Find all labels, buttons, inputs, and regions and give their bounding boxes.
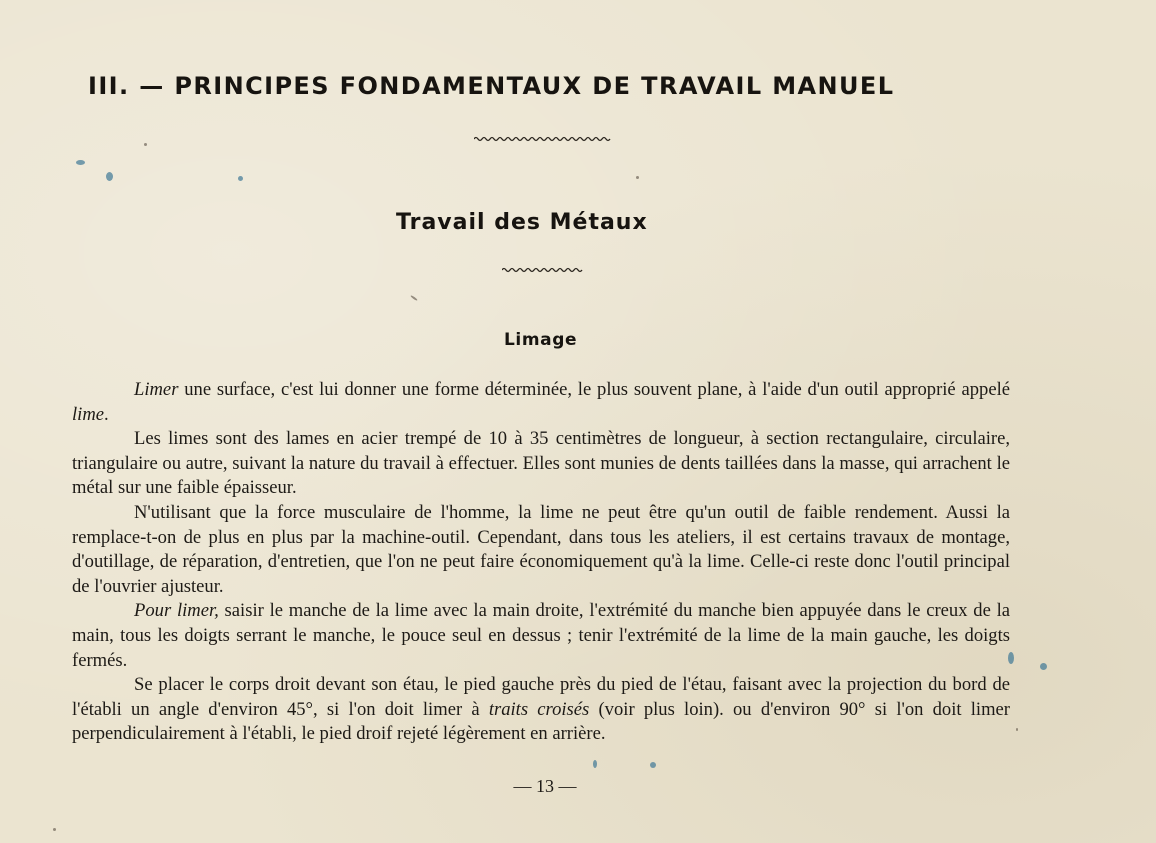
body-text <box>72 378 1010 747</box>
ink-spot <box>1040 663 1047 670</box>
speck <box>53 828 56 831</box>
speck <box>1016 728 1018 731</box>
paragraph-text: . <box>104 403 109 425</box>
italic-term: lime <box>72 403 105 425</box>
paragraph <box>72 378 1010 427</box>
section-title: Travail des Métaux <box>396 210 648 235</box>
page-number: — 13 — <box>513 776 577 796</box>
italic-term: traits croisés <box>488 698 590 720</box>
ink-spot <box>650 762 656 768</box>
decorative-rule <box>502 266 584 274</box>
paragraph-text: saisir le manche de la lime avec la main droite, l'extrémité du manche bien appuyée dans le creux de la main, tous les doigts serrant le manche, le pouce seul en dessus ; tenir l'extrémité de la lime de la main gauche, les doigts fermés. <box>72 600 1011 671</box>
ink-spot <box>106 172 113 181</box>
ink-spot <box>593 760 597 768</box>
speck <box>144 143 147 146</box>
paragraph-text: (voir plus loin). ou d'environ 90° si l'on doit limer perpendiculairement à l'établi, le pied droif rejeté légèrement en arrière. <box>72 698 1011 745</box>
ink-spot <box>1008 652 1014 664</box>
paragraph: Les limes sont des lames en acier trempé de 10 à 35 centimètres de longueur, à section rectangulaire, circulaire, triangulaire ou autre, suivant la nature du travail à effectuer. Elles sont munies de dents taillées dans la masse, qui arrachent le métal sur une faible épaisseur. <box>72 428 1010 499</box>
paragraph: N'utilisant que la force musculaire de l'homme, la lime ne peut être qu'un outil de faible rendement. Aussi la remplace-t-on de plus en plus par la machine-outil. Cependant, dans tous les ateliers, il est certains travaux de montage, d'outillage, de réparation, d'entretien, que l'on ne peut faire économiquement qu'à la lime. Celle-ci reste donc l'outil principal de l'ouvrier ajusteur. <box>72 501 1010 597</box>
paragraph <box>72 599 1010 673</box>
paragraph <box>72 673 1010 747</box>
italic-term: Limer <box>134 379 179 400</box>
ink-spot <box>238 176 243 181</box>
speck <box>410 295 418 301</box>
ink-spot <box>76 160 85 165</box>
italic-term: Pour limer, <box>134 600 219 622</box>
paragraph-text: une surface, c'est lui donner une forme déterminée, le plus souvent plane, à l'aide d'un outil approprié appelé <box>178 379 1010 400</box>
subsection-title: Limage <box>504 330 578 350</box>
decorative-rule <box>474 135 612 143</box>
paragraph-text: Se placer le corps droit devant son étau, le pied gauche près du pied de l'étau, faisant avec la projection du bord de l'établi un angle d'environ 45°, si l'on doit limer à <box>72 674 1010 720</box>
chapter-title: III. — PRINCIPES FONDAMENTAUX DE TRAVAIL MANUEL <box>88 72 895 100</box>
speck <box>636 176 639 179</box>
